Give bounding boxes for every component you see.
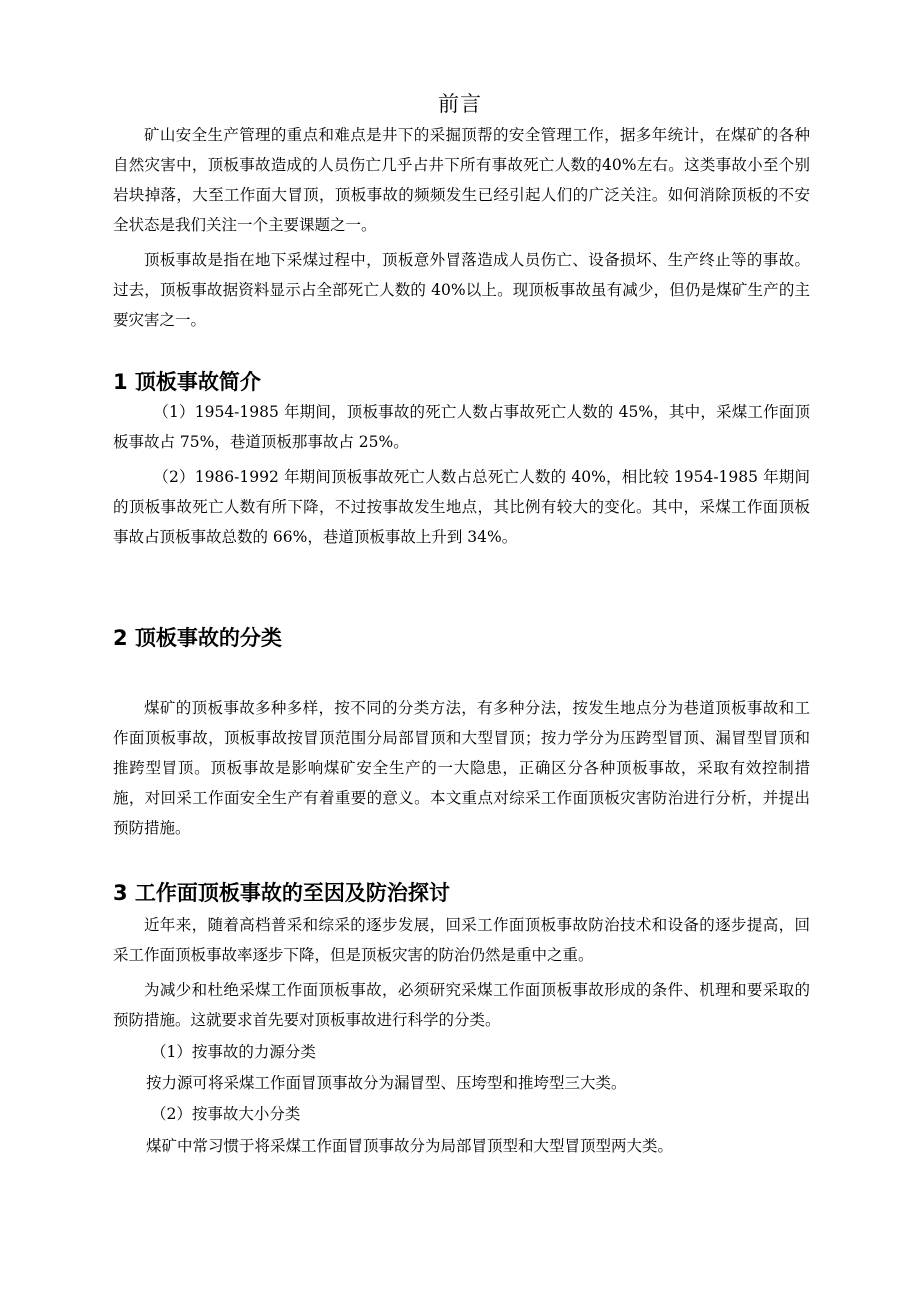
section-2-paragraph: 煤矿的顶板事故多种多样，按不同的分类方法，有多种分法，按发生地点分为巷道顶板事故和工作面顶板事故，顶板事故按冒顶范围分局部冒顶和大型冒顶；按力学分为压跨型冒顶、漏冒型冒顶和推跨型冒顶。顶板事故是影响煤矿安全生产的一大隐患，正确区分各种顶板事故，采取有效控制措施，对回采工作面安全生产有着重要的意义。本文重点对综采工作面顶板灾害防治进行分析，并提出预防措施。 xyxy=(113,699,810,837)
section-1-item-2: （2）1986-1992 年期间顶板事故死亡人数占总死亡人数的 40%，相比较 1954-1985 年期间的顶板事故死亡人数有所下降，不过按事故发生地点，其比例有较大的变化。其中，采煤工作面顶板事故占顶板事故总数的 66%，巷道顶板事故上升到 34%。 xyxy=(113,468,810,546)
section-3-subtext-1: 按力源可将采煤工作面冒顶事故分为漏冒型、压垮型和推垮型三大类。 xyxy=(146,1074,627,1092)
section-3-heading: 3 工作面顶板事故的至因及防治探讨 xyxy=(113,881,450,905)
section-3-paragraph-1: 近年来，随着高档普采和综采的逐步发展，回采工作面顶板事故防治技术和设备的逐步提高，回采工作面顶板事故率逐步下降，但是顶板灾害的防治仍然是重中之重。 xyxy=(113,916,810,964)
section-1-heading: 1 顶板事故简介 xyxy=(113,370,261,394)
section-3-subtext-2: 煤矿中常习惯于将采煤工作面冒顶事故分为局部冒顶型和大型冒顶型两大类。 xyxy=(146,1137,674,1155)
section-1-item-1: （1）1954-1985 年期间，顶板事故的死亡人数占事故死亡人数的 45%，其中，采煤工作面顶板事故占 75%，巷道顶板那事故占 25%。 xyxy=(113,403,810,451)
page-title: 前言 xyxy=(438,92,482,116)
preface-paragraph-1: 矿山安全生产管理的重点和难点是井下的采掘顶帮的安全管理工作，据多年统计，在煤矿的各种自然灾害中，顶板事故造成的人员伤亡几乎占井下所有事故死亡人数的40%左右。这类事故小至个别岩块掉落，大至工作面大冒顶，顶板事故的频频发生已经引起人们的广泛关注。如何消除顶板的不安全状态是我们关注一个主要课题之一。 xyxy=(113,126,810,234)
section-3-paragraph-2: 为减少和杜绝采煤工作面顶板事故，必须研究采煤工作面顶板事故形成的条件、机理和要采取的预防措施。这就要求首先要对顶板事故进行科学的分类。 xyxy=(113,981,810,1029)
preface-paragraph-2: 顶板事故是指在地下采煤过程中，顶板意外冒落造成人员伤亡、设备损坏、生产终止等的事故。过去，顶板事故据资料显示占全部死亡人数的 40%以上。现顶板事故虽有减少，但仍是煤矿生产的主要灾害之一。 xyxy=(113,251,810,329)
section-3-subheading-1: （1）按事故的力源分类 xyxy=(151,1043,316,1061)
section-2-heading: 2 顶板事故的分类 xyxy=(113,626,282,650)
section-3-subheading-2: （2）按事故大小分类 xyxy=(151,1105,301,1123)
